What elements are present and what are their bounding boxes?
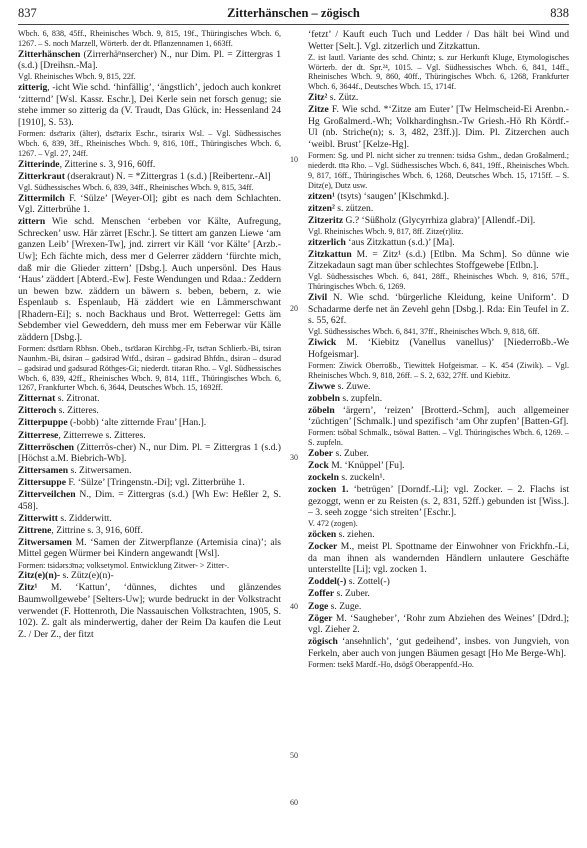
running-head: Zitterhänschen – zögisch bbox=[227, 6, 360, 20]
entry-text: ‘ansehnlich’, ‘gut gedeihend’, insbes. von Jungvieh, von Ferkeln, aber auch von jungen Bäumen gesagt [Ho Me Berge-Wh]. bbox=[308, 636, 569, 659]
entry-text: s. Zuwe. bbox=[335, 380, 371, 392]
headword: Zitterveilchen bbox=[18, 489, 76, 501]
dictionary-entry bbox=[18, 193, 281, 216]
left-column bbox=[18, 29, 281, 841]
entry-text: M., meist Pl. Spottname der Einwohner von Frickhfn.-Li, da man ihnen als wandernden Händlern unlautere Geschäfte unterstellte [Li]; vgl. zocken 1. bbox=[308, 541, 569, 576]
entry-text: M. = Zitz¹ (s.d.) [Etlbn. Ma Schm]. So dünne wie Zitzekadaun sagt man über schlechtes Stoffgewebe [Etlbn.]. bbox=[308, 248, 569, 272]
entry-text: s. Zuber. bbox=[334, 588, 370, 600]
headword: Ziwick bbox=[308, 337, 337, 349]
entry-text: (dserakraut) N. = *Zittergras 1 (s.d.) [Reibertenr.-Al] bbox=[64, 170, 271, 182]
headword: Zocker bbox=[308, 541, 338, 553]
reference-note: Vgl. Rheinisches Wbch. 9, 815, 22f. bbox=[18, 72, 136, 82]
line-number: 20 bbox=[290, 304, 298, 313]
line-number: 60 bbox=[290, 798, 298, 807]
headword: Zittrene bbox=[18, 524, 52, 536]
entry-text: N. Wie schd. ‘bürgerliche Kleidung, keine Uniform’. D Schadarme derfe net än Zevehl gehn [Dsbg.]. Rda: Ein Teufel in Z. s. 55, 62f. bbox=[308, 292, 569, 327]
dictionary-entry bbox=[18, 171, 281, 183]
entry-text: s. Zuge. bbox=[328, 600, 362, 612]
headword: Zitze bbox=[308, 104, 329, 116]
reference-note: Formen: tsöbal Schmalk., tsöwal Batten. – Vgl. Thüringisches Wbch. 6, 1269. – S. zupfeln. bbox=[308, 428, 569, 448]
page-number-left: 837 bbox=[18, 6, 37, 20]
dictionary-entry bbox=[308, 529, 569, 541]
headword: Zober bbox=[308, 448, 334, 460]
entry-text: , Zitterine s. 3, 916, 60ff. bbox=[59, 158, 156, 170]
headword: Zitwersamen bbox=[18, 536, 72, 548]
entry-text: s. zuckeln¹. bbox=[338, 472, 385, 484]
dictionary-entry bbox=[308, 405, 569, 428]
entry-text: F. ‘Sülze’ [Weyer-Ol]; gibt es nach dem Schlachten. Vgl. Zitterbrühe 1. bbox=[18, 192, 281, 216]
dictionary-entry bbox=[308, 237, 569, 249]
dictionary-entry bbox=[18, 537, 281, 560]
entry-text: N., Dim. = Zittergras (s.d.) [Wh Ew: Heßler 2, S. 458]. bbox=[18, 489, 281, 512]
headword: Zittermilch bbox=[18, 192, 65, 204]
headword: Zitterrese bbox=[18, 429, 59, 441]
headword: zocken 1. bbox=[308, 484, 349, 496]
entry-text: M. ‘Samen der Zitwerpflanze (Artemisia cina)’; als Mittel gegen Würmer bei Kindern angewandt [Wsl]. bbox=[18, 536, 281, 560]
dictionary-entry bbox=[308, 460, 569, 472]
dictionary-entry bbox=[308, 203, 569, 215]
line-number: 10 bbox=[290, 155, 298, 164]
dictionary-entry bbox=[18, 417, 281, 429]
entry-text: (Zitterrös-cher) N., nur Dim. Pl. = Zittergras 1 (s.d.) [Höchst a.M. Biebrich-Wb]. bbox=[18, 441, 281, 465]
reference-note: Vgl. Südhessisches Wbch. 6, 841, 28ff., Rheinisches Wbch. 9, 816, 57ff., Thüringisches Wbch. 6, 1269. bbox=[308, 272, 569, 292]
entry-text: , Zittrine s. 3, 916, 60ff. bbox=[51, 524, 143, 536]
dictionary-entry bbox=[308, 29, 569, 52]
dictionary-entry bbox=[308, 541, 569, 576]
headword: Ziwwe bbox=[308, 380, 336, 392]
line-number: 50 bbox=[290, 751, 298, 760]
headword: zockeln bbox=[308, 472, 339, 484]
dictionary-entry bbox=[18, 216, 281, 343]
entry-text: s. zützen. bbox=[334, 202, 374, 214]
headword: zitzen² bbox=[308, 202, 335, 214]
dictionary-entry bbox=[308, 601, 569, 613]
dictionary-entry bbox=[308, 337, 569, 360]
dictionary-entry bbox=[308, 588, 569, 600]
headword: Zitteroch bbox=[18, 405, 57, 417]
headword: Zitterröschen bbox=[18, 441, 74, 453]
entry-text: s. Zitronat. bbox=[55, 393, 100, 405]
headword: Zitterwitt bbox=[18, 512, 58, 524]
headword: Zock bbox=[308, 460, 329, 472]
page-number-right: 838 bbox=[550, 6, 569, 20]
entry-text: s. zupfeln. bbox=[340, 392, 383, 404]
entry-text: ‘aus Zitzkattun (s.d.)’ [Ma]. bbox=[345, 236, 455, 248]
headword: Zitz¹ bbox=[18, 582, 38, 594]
entry-text: G.? ‘Süßholz (Glycyrrhiza glabra)’ [Allendf.-Di]. bbox=[343, 214, 536, 226]
dictionary-entry bbox=[18, 489, 281, 512]
dictionary-entry bbox=[308, 576, 569, 588]
entry-text: s. Zütz. bbox=[327, 92, 359, 104]
reference-note: Z. ist lautl. Variante des schd. Chintz; s. zur Herkunft Kluge, Etymologisches Wörterb. der dt. Spr.²⁴, 1015. – Vgl. Südhessisches Wbch. 6, 841, 14ff., Rheinisches Wbch. 9, 860, 40ff., Thüringisches Wbch. 6, 1268, Frankfurter Wbch. 6, 3644f., Deutsches Wbch. 15, 1714f. bbox=[308, 52, 569, 92]
headword: Zitz(e)(n)- bbox=[18, 570, 61, 582]
entry-text: M. ‘Saugheber’, ‘Rohr zum Abziehen des Weines’ [Ddrd.]; vgl. Zieher 2. bbox=[308, 612, 569, 636]
entry-text: s. ziehen. bbox=[336, 529, 375, 541]
headword: zitzerlich bbox=[308, 236, 346, 248]
dictionary-entry bbox=[18, 582, 281, 640]
headword: Zitternat bbox=[18, 393, 56, 405]
dictionary-entry bbox=[18, 525, 281, 537]
entry-text: , -icht Wie schd. ‘hinfällig’, ‘ängstlich’, jedoch auch konkret ‘zitternd’ [Wsl. Kassr. Eschr.], Dei Kerle sein net forsch genug; sie stehe immer so zitterig da (V. Traudt, Das Glück, in: Hessenland 24 [1910], S. 53). bbox=[18, 82, 281, 128]
entry-text: s. Zuber. bbox=[333, 448, 369, 460]
reference-note: Formen: Sg. und Pl. nicht sicher zu trennen: tsidsə Gshm., dedən Großalmerd.; niederdt. tītə Rho. – Vgl. Südhessisches Wbch. 6, 841, 19ff., Rheinisches Wbch. 9, 817, 16ff., Thüringisches Wbch. 6, 1268, Deutsches Wbch. 15, 1715ff. – S. Ditz(e), Dutz usw. bbox=[308, 150, 569, 190]
entry-text: s. Zütz(e)(n)- bbox=[60, 570, 114, 582]
dictionary-entry bbox=[308, 215, 569, 227]
entry-text: M. ‘Kiebitz (Vanellus vanellus)’ [Niederroßb.-We Hofgeismar]. bbox=[308, 337, 569, 360]
headword: Zitz² bbox=[308, 92, 328, 104]
reference-note: Vgl. Südhessisches Wbch. 6, 841, 37ff., Rheinisches Wbch. 9, 818, 6ff. bbox=[308, 327, 540, 337]
dictionary-entry bbox=[308, 484, 569, 519]
headword: zobbeln bbox=[308, 392, 340, 404]
dictionary-entry bbox=[308, 104, 569, 150]
reference-note: Vgl. Südhessisches Wbch. 6, 839, 34ff., Rheinisches Wbch. 9, 815, 34ff. bbox=[18, 182, 254, 192]
dictionary-entry bbox=[308, 613, 569, 636]
entry-text: ‘betrügen’ [Dorndf.-Li]; vgl. Zocker. – 2. Flachs ist gezoggt, wenn er zu Reisten (s. 2, 831, 52ff.) gebunden ist [Wiss.]. – 3. seeh zogge ‘sich streiten’ [Eschr.]. bbox=[308, 484, 569, 519]
dictionary-entry bbox=[18, 82, 281, 128]
page-header bbox=[18, 6, 569, 24]
entry-text: s. Zidderwitt. bbox=[57, 512, 112, 524]
dictionary-entry bbox=[18, 465, 281, 477]
line-number: 30 bbox=[290, 453, 298, 462]
dictionary-entry bbox=[18, 477, 281, 489]
headword: Zittersamen bbox=[18, 465, 69, 477]
reference-note: Formen: dsɛ̄dərn Rbhsn. Obeb., tsɛ̄dərən Kirchbg.-Fr, tsɛ̄rən Schlierb.-Bi, tsirən Naunhm.-Bi, dsirən – gədsirəd Wtfd., dsirən – gədsirəd Bhfdn., dsirən – dsurəd – gədsirəd und gədsurəd Röthges-Gi; niederdt. titərən Rho. – Vgl. Südhessisches Wbch. 6, 839, 42ff., Rheinisches Wbch. 9, 814, 11ff., Thüringisches Wbch. 6, 1267, Frankfurter Wbch. 6, 3644, Deutsches Wbch. 15, 1692ff. bbox=[18, 343, 281, 393]
reference-note: Formen: tsekš Mardf.-Ho, dsögš Oberappenfd.-Ho. bbox=[308, 659, 474, 669]
reference-note: Wbch. 6, 838, 45ff., Rheinisches Wbch. 9, 815, 19f., Thüringisches Wbch. 6, 1267. – S. noch Marzell, Wörterb. der dt. Pflanzennamen 1, 663ff. bbox=[18, 29, 281, 48]
entry-text: M. ‘Knüppel’ [Fu]. bbox=[328, 460, 405, 472]
headword: Zöger bbox=[308, 612, 333, 624]
dictionary-entry bbox=[308, 472, 569, 484]
headword: Zitzkattun bbox=[308, 248, 352, 260]
reference-note: Formen: Ziwick Oberroßb., Tiewittek Hofgeismar. – K. 454 (Ziwik). – Vgl. Rheinisches Wbch. 9, 818, 26ff. – S. 2, 632, 27ff. und Kiebitz. bbox=[308, 360, 569, 380]
entry-text: Wie schd. Menschen ‘erbeben vor Kälte, Aufregung, Schrecken’ usw. Här zärret [Eschr.]. Se tittert am ganzen Liewe ‘am ganzen Leib’ [Wrexen-Tw], jnd. zirrert vir Käll ‘vor Kälte’ [Arzb.-Uw]; Ech fächte mich, dess mer d Gelerrer zäddern ‘fürchte mich, daß mir die Glieder zittern’ [Dsbg.]. Auch unpersönl. Des Haus ‘Haus’ zäddert [Abterd.-Ew]. Feste Wendungen und Rdaa.: Zeddern un bewen bzw. zäddern un bäwern s. beben, bebern, z. wie Espenlaub s. Espenlaub, Hä zäddert wie en Lämmerschwant [Rhadern-Ei]; s. noch Backhaus und Brot. Wetterregel: Getts äm Sebdember viel Geweddern, deh muss mer em Feberwar vür Källe zäddern [Dsbg.]. bbox=[18, 216, 281, 343]
entry-text: M. ‘Kattun’, ‘dünnes, dichtes und glänzendes Baumwollgewebe’ [Selters-Uw]; wurde bedruckt in der Volkstracht verwendet (F. Hottenroth, Die Nassauischen Volkstrachten, 1905, S. 102). Z. galt als minderwertig, daher der Reim Da kaufen die Leut Z. / Der Z., der fitzt bbox=[18, 582, 281, 640]
dictionary-entry bbox=[308, 393, 569, 405]
headword: zittern bbox=[18, 216, 46, 228]
dictionary-entry bbox=[308, 92, 569, 104]
headword: Zoge bbox=[308, 600, 329, 612]
entry-text: s. Zitteres. bbox=[56, 405, 99, 417]
dictionary-entry bbox=[308, 381, 569, 393]
entry-text: (tsyts) ‘saugen’ [Klschmkd.]. bbox=[334, 190, 449, 202]
reference-note: Formen: tsidərsɔ̄mə; volksetymol. Entwicklung Zitwer- > Zitter-. bbox=[18, 560, 230, 570]
entry-text: F. ‘Sülze’ [Tringenstn.-Di]; vgl. Zitterbrühe 1. bbox=[65, 477, 245, 489]
entry-text: ‘fetzt’ / Kauft euch Tuch und Ledder / Das hält bei Wind und Wetter [Selt.]. Vgl. zitzerlich und Zitzkattun. bbox=[308, 29, 569, 52]
dictionary-entry bbox=[18, 159, 281, 171]
dictionary-entry bbox=[18, 442, 281, 465]
headword: Zitterkraut bbox=[18, 170, 65, 182]
right-column bbox=[308, 29, 569, 841]
entry-text: ‘ärgern’, ‘reizen’ [Brotterd.-Schm], auch allgemeiner ‘züchtigen’ [Schmalk.] und spezifisch ‘am Ohr zupfen’ [Batten-Gf]. bbox=[308, 404, 569, 428]
entry-text: F. Wie schd. *‘Zitze am Euter’ [Tw Helmscheid-Ei Arenbn.-Hg Großalmerd.-Wh; Volkhardinghsn.-Tw Griesh.-Hö Rh Kördf.-Ul (nb. Striche(n); s. 3, 482, 23ff.)]. Dim. Pl. Zitzerchen auch ‘weibl. Brust’ [Kelze-Hg]. bbox=[308, 104, 569, 150]
headword: Zoddel(-) bbox=[308, 576, 347, 588]
dictionary-entry bbox=[308, 191, 569, 203]
headword: zitterig bbox=[18, 82, 48, 94]
dictionary-entry bbox=[18, 513, 281, 525]
header-rule bbox=[18, 24, 569, 25]
dictionary-entry bbox=[18, 570, 281, 582]
headword: Zivil bbox=[308, 292, 328, 304]
headword: Zitterhänschen bbox=[18, 48, 81, 60]
line-number: 40 bbox=[290, 602, 298, 611]
entry-text: , Zitterrewe s. Zitteres. bbox=[58, 429, 146, 441]
dictionary-entry bbox=[308, 448, 569, 460]
entry-text: (-bobb) ‘alte zitternde Frau’ [Han.]. bbox=[67, 417, 207, 429]
reference-note: Formen: dsɛ̄rarix (älter), dsɛ̄rarix Eschr., tsirarix Wsl. – Vgl. Südhessisches Wbch. 6, 839, 3ff., Rheinisches Wbch. 9, 816, 10ff., Thüringisches Wbch. 6, 1267. – Vgl. 27, 24ff. bbox=[18, 129, 281, 158]
headword: zögisch bbox=[308, 636, 338, 648]
headword: Zittersuppe bbox=[18, 477, 66, 489]
headword: zöbeln bbox=[308, 404, 335, 416]
headword: Zitterpuppe bbox=[18, 417, 68, 429]
dictionary-entry bbox=[18, 405, 281, 417]
reference-note: V. 472 (zogen). bbox=[308, 519, 358, 529]
headword: Zoffer bbox=[308, 588, 335, 600]
reference-note: Vgl. Rheinisches Wbch. 9, 817, 8ff. Zitze(r)litz. bbox=[308, 226, 464, 236]
dictionary-entry bbox=[308, 636, 569, 659]
headword: Zitterinde bbox=[18, 158, 60, 170]
headword: Zitzeritz bbox=[308, 214, 344, 226]
dictionary-entry bbox=[18, 430, 281, 442]
entry-text: s. Zottel(-) bbox=[346, 576, 390, 588]
dictionary-entry bbox=[308, 292, 569, 327]
dictionary-entry bbox=[308, 249, 569, 272]
headword: zöcken bbox=[308, 529, 337, 541]
dictionary-entry bbox=[18, 393, 281, 405]
headword: zitzen¹ bbox=[308, 190, 335, 202]
entry-text: (Zirrerhäⁿnsercher) N., nur Dim. Pl. = Zittergras 1 (s.d.) [Dreihsn.-Ma]. bbox=[18, 48, 281, 72]
entry-text: s. Zitwersamen. bbox=[68, 465, 132, 477]
dictionary-entry bbox=[18, 49, 281, 72]
